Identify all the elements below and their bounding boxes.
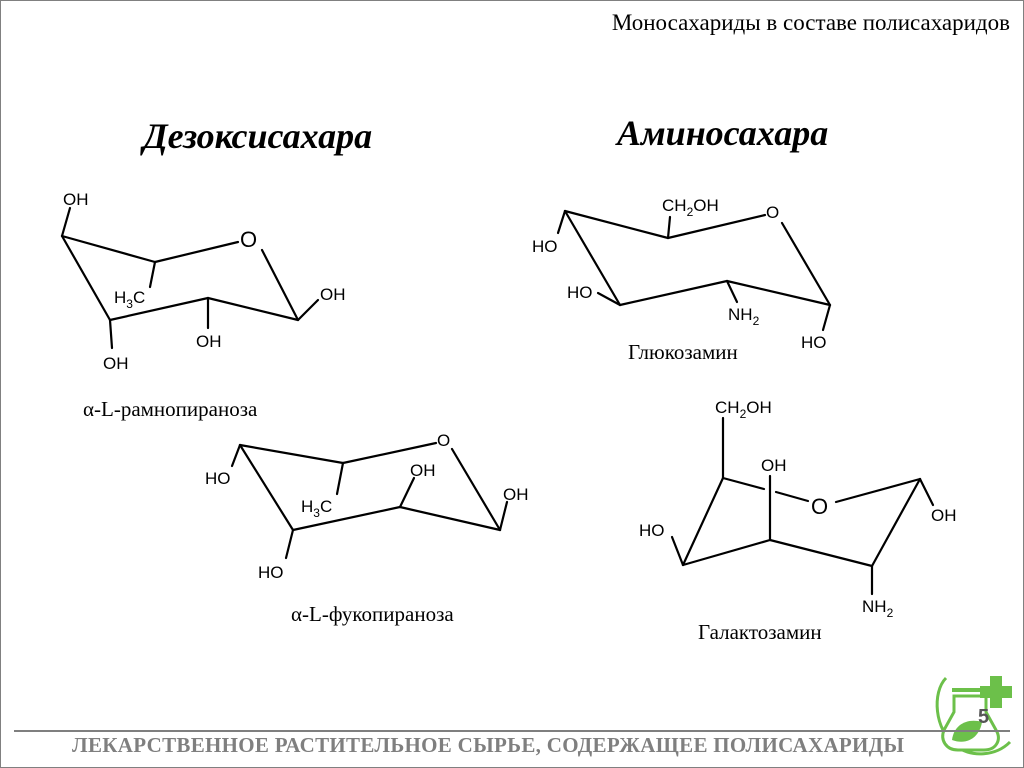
glucosamine-bond [620,281,727,305]
glucosamine-bond [558,211,565,233]
footer-text: ЛЕКАРСТВЕННОЕ РАСТИТЕЛЬНОЕ СЫРЬЕ, СОДЕРЖАЩЕЕ ПОЛИСАХАРИДЫ [72,733,905,757]
glucosamine-bond [727,281,830,305]
glucosamine-ring-oxygen: O [766,203,780,222]
fucose-methyl: $H_3C$ [301,497,333,520]
fucose-bond [500,502,507,530]
galactosamine-bond [770,540,872,566]
fucose-bond [232,445,240,466]
galactosamine-bond [872,479,920,566]
fucose-bond [337,463,343,494]
fucose-bond [400,507,500,530]
fucose-caption: α-L-фукопираноза [291,602,454,626]
galactosamine-bond [683,478,723,565]
galactosamine-bond [723,478,764,489]
rhamnose-methyl: $H_3C$ [114,288,146,311]
glucosamine-bond [565,211,668,238]
glucosamine-caption: Глюкозамин [628,340,738,364]
slide-title: Моносахариды в составе полисахаридов [611,10,1010,35]
galactosamine-ring-oxygen: O [811,494,829,519]
galactosamine-ho-left: HO [639,521,665,540]
rhamnose-bond [155,242,238,262]
galactosamine-oh-upper: OH [761,456,787,475]
rhamnose-oh-bottom-mid: OH [196,332,222,351]
page-number: 5 [978,706,990,728]
fucose-oh-upper: OH [410,461,436,480]
galactosamine-bond [836,479,920,502]
deoxysugars-heading: Дезоксисахара [143,116,373,156]
fucose-bond [286,530,293,558]
footer [0,730,1024,768]
fucose-bond [400,478,414,507]
fucose-oh-right: OH [503,485,529,504]
glucosamine-ch2oh: $CH_2OH$ [662,196,719,219]
galactosamine-caption: Галактозамин [698,620,822,644]
glucosamine-ho-bottom: HO [801,333,827,352]
rhamnose-ring-oxygen: O [240,227,258,252]
galactosamine-bond [683,540,770,565]
fucose-ring-oxygen: O [437,431,451,450]
galactosamine-structure [639,398,957,620]
rhamnose-bond [208,298,298,320]
footer-divider [14,730,1010,732]
glucosamine-bond [823,305,830,330]
rhamnose-bond [62,236,155,262]
fucose-structure [205,431,529,582]
rhamnose-bond [298,300,318,320]
rhamnose-bond [262,250,298,320]
rhamnose-oh-top: OH [63,190,89,209]
glucosamine-bond [668,215,765,238]
fucose-bond [343,443,436,463]
rhamnose-structure [62,190,346,373]
rhamnose-caption: α-L-рамнопираноза [83,397,258,421]
fucose-ho-left: HO [205,469,231,488]
galactosamine-bond [776,492,808,501]
rhamnose-bond [62,208,70,236]
rhamnose-bond [150,262,155,287]
glucosamine-bond [668,217,670,238]
glucosamine-bond [727,281,737,302]
fucose-bond [452,449,500,530]
fucose-bond [240,445,293,530]
rhamnose-bond [110,320,112,348]
glucosamine-ho-lower: HO [567,283,593,302]
glucosamine-bond [782,223,830,305]
glucosamine-structure [532,196,830,352]
galactosamine-ch2oh: $CH_2OH$ [715,398,772,421]
galactosamine-bond [920,479,933,505]
galactosamine-nh2: $NH_2$ [862,597,894,620]
glucosamine-ho-left: HO [532,237,558,256]
fucose-ho-bottom: HO [258,563,284,582]
rhamnose-oh-right: OH [320,285,346,304]
fucose-bond [240,445,343,463]
aminosugars-heading: Аминосахара [617,113,829,153]
rhamnose-oh-bottom-left: OH [103,354,129,373]
galactosamine-bond [672,537,683,565]
galactosamine-oh-right: OH [931,506,957,525]
rhamnose-bond [62,236,110,320]
glucosamine-nh2: $NH_2$ [728,305,760,328]
